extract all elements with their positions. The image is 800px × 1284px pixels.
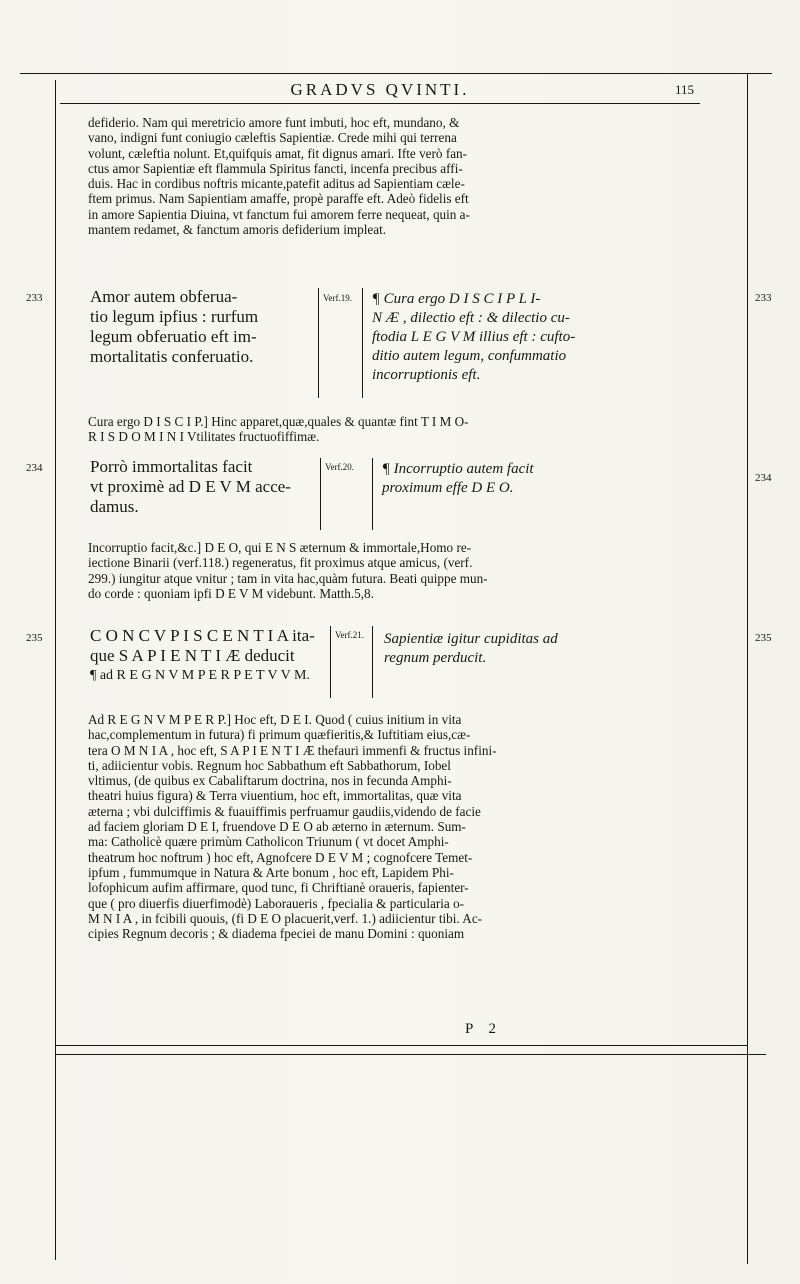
text-line: ti, adiicientur vobis. Regnum hoc Sabbathum eft Sabbathorum, Iobel [88, 757, 451, 773]
column-divider [330, 626, 331, 698]
text-line: ftodia L E G V M illius eft : cufto- [372, 329, 576, 345]
margin-number-left: 233 [26, 292, 43, 304]
text-line: Porrò immortalitas facit [90, 457, 253, 476]
text-line: hac,complementum in futura) fi primum quæfieritis,& Iuftitiam eius,cæ- [88, 727, 471, 743]
text-line: ftem primus. Nam Sapientiam amaffe, propè paraffe eft. Adeò fidelis eft [88, 191, 469, 207]
text-line: æterna ; vbi dulciffimis & fuauiffimis perfruamur gaudiis,videndo de facie [88, 803, 481, 819]
top-rule [20, 73, 772, 74]
margin-number-left: 235 [26, 632, 43, 644]
text-line: proximum effe D E O. [382, 480, 514, 496]
text-line: iectione Binarii (verf.118.) regeneratus, fit proximus atque amicus, (verf. [88, 555, 473, 571]
verse-text [90, 626, 320, 686]
bottom-rule-2 [56, 1054, 766, 1055]
page-header [60, 80, 700, 104]
text-line: mortalitatis conferuatio. [90, 347, 254, 366]
intro-paragraph [88, 115, 710, 237]
text-line: ad faciem gloriam D E I, fruendove D E O ab æterno in æternum. Sum- [88, 819, 466, 835]
header-rule [60, 103, 700, 104]
text-line: mantem redamet, & fanctum amoris defiderium impleat. [88, 222, 387, 238]
text-line: in amore Sapientia Diuina, vt fanctum fui amorem ferre nequeat, quin a- [88, 206, 470, 222]
margin-number-right: 235 [755, 632, 772, 644]
text-line: Amor autem obferua- [90, 287, 238, 306]
text-line: ma: Catholicè quære primùm Catholicon Triunum ( vt docet Amphi- [88, 834, 449, 850]
text-line: ¶ Cura ergo D I S C I P L I- [372, 291, 541, 307]
gloss [88, 414, 710, 445]
text-line: theatri huius figura) & Terra viuentium, hoc eft, immortalitas, quæ vita [88, 788, 462, 804]
column-divider [372, 458, 373, 530]
text-line: do corde : quoniam ipfi D E V M videbunt. Matth.5,8. [88, 585, 374, 601]
margin-number-right: 233 [755, 292, 772, 304]
text-line: legum obferuatio eft im- [90, 327, 257, 346]
page-left-border [55, 80, 56, 1260]
text-line: duis. Hac in cordibus noftris micante,patefit aditus ad Sapientiam cæle- [88, 176, 465, 192]
verse-text [90, 457, 320, 517]
text-line: damus. [90, 497, 139, 516]
text-line: vano, indigni funt coniugio cæleftis Sapientiæ. Crede mihi qui terrena [88, 130, 457, 146]
text-line: ¶ Incorruptio autem facit [382, 461, 534, 477]
text-line: tera O M N I A , hoc eft, S A P I E N T I Æ thefauri immenfi & fructus infini- [88, 742, 497, 758]
text-line: ipfum , fummumque in Natura & Arte bonum , hoc eft, Lapidem Phi- [88, 864, 454, 880]
column-divider [362, 288, 363, 398]
commentary [372, 290, 702, 385]
verse-text [90, 287, 310, 367]
text-line: Ad R E G N V M P E R P.] Hoc eft, D E I. Quod ( cuius initium in vita [88, 712, 462, 727]
text-line: que ( pro diuerfis diuerfimodè) Laboraueris , fpecialia & particularia o- [88, 895, 465, 911]
text-line: que S A P I E N T I Æ deducit [90, 646, 295, 665]
text-line: Sapientiæ igitur cupiditas ad [384, 631, 558, 647]
verse-label: Verf.21. [335, 630, 364, 640]
verse-label: Verf.19. [323, 293, 352, 303]
text-line: Incorruptio facit,&c.] D E O, qui E N S æternum & immortale,Homo re- [88, 540, 472, 555]
text-line: volunt, cæleftia nolunt. Et,quifquis amat, fit dignus amari. Ifte verò fan- [88, 145, 468, 161]
text-line: ¶ ad R E G N V M P E R P E T V V M. [90, 668, 310, 683]
text-line: theatrum hoc noftrum ) hoc eft, Agnofcere D E V M ; cognofcere Temet- [88, 849, 473, 865]
signature-mark: P 2 [465, 1021, 503, 1037]
text-line: 299.) iungitur atque vnitur ; tam in vita hac,quàm futura. Beati quippe mun- [88, 570, 488, 586]
bottom-rule [56, 1045, 748, 1046]
commentary [384, 630, 704, 668]
column-divider [320, 458, 321, 530]
gloss [88, 540, 710, 601]
running-title: GRADVS QVINTI. [290, 80, 470, 99]
text-line: ctus amor Sapientiæ eft flammula Spiritus fancti, incenfa precibus affi- [88, 160, 463, 176]
column-divider [372, 626, 373, 698]
text-line: lofophicum aufim affirmare, quod tunc, fi Chriftianè oraueris, fapienter- [88, 880, 469, 896]
final-paragraph [88, 712, 710, 941]
page-right-border [747, 74, 748, 1264]
page-number: 115 [674, 82, 694, 97]
text-line: defiderio. Nam qui meretricio amore funt imbuti, hoc eft, mundano, & [88, 115, 460, 130]
text-line: regnum perducit. [384, 650, 487, 666]
text-line: Cura ergo D I S C I P.] Hinc apparet,quæ,quales & quantæ fint T I M O- [88, 414, 469, 429]
commentary [382, 460, 702, 498]
text-line: M N I A , in fcibili quouis, (fi D E O placuerit,verf. 1.) adiicientur tibi. Ac- [88, 910, 483, 926]
text-line: N Æ , dilectio eft : & dilectio cu- [372, 310, 570, 326]
text-line: vltimus, (de quibus ex Cabaliftarum doctrina, nos in fecunda Amphi- [88, 773, 452, 789]
margin-number-right: 234 [755, 472, 772, 484]
verse-label: Verf.20. [325, 462, 354, 472]
margin-number-left: 234 [26, 462, 43, 474]
text-line: incorruptionis eft. [372, 367, 481, 383]
text-line: R I S D O M I N I Vtilitates fructuofiffimæ. [88, 429, 320, 445]
text-line: vt proximè ad D E V M acce- [90, 477, 291, 496]
column-divider [318, 288, 319, 398]
text-line: cipies Regnum decoris ; & diadema fpeciei de manu Domini : quoniam [88, 926, 465, 942]
text-line: tio legum ipfius : rurfum [90, 307, 259, 326]
text-line: C O N C V P I S C E N T I A ita- [90, 626, 315, 645]
text-line: ditio autem legum, confummatio [372, 348, 567, 364]
